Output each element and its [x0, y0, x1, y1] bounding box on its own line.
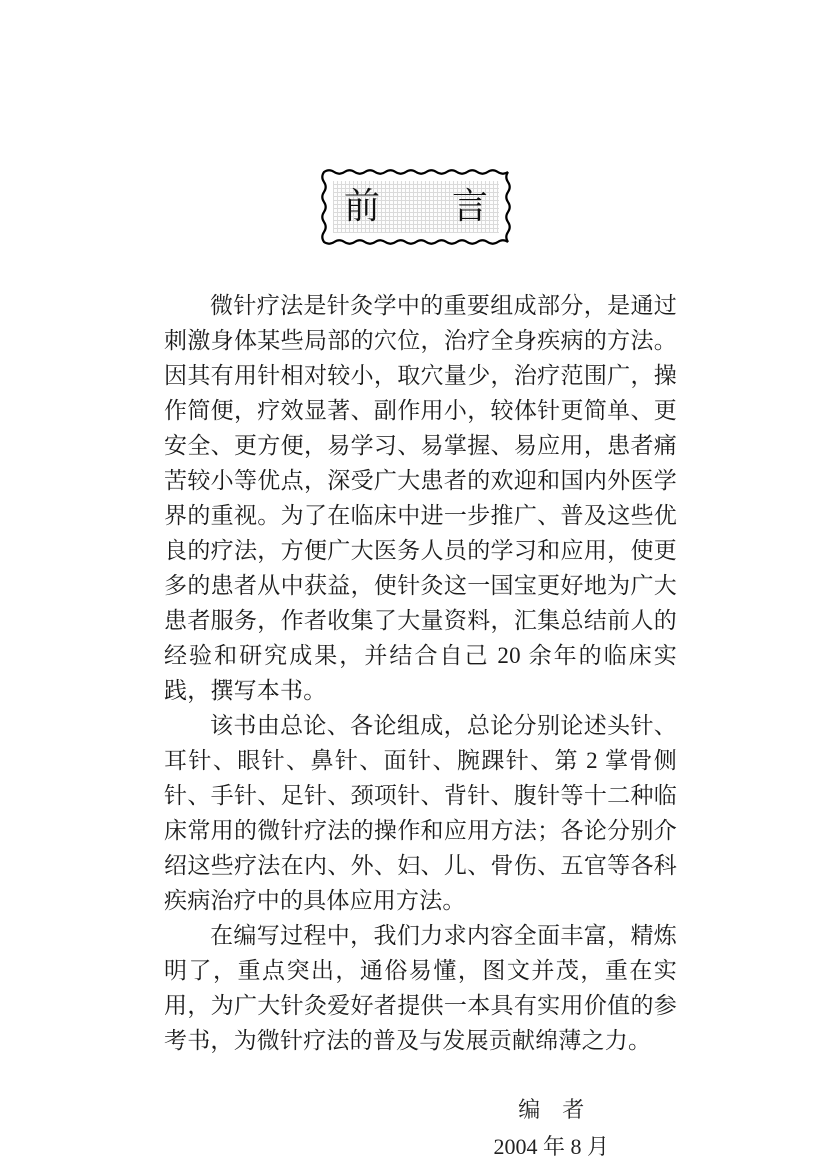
preface-title-box [320, 168, 512, 246]
signature-date: 2004 年 8 月 [493, 1134, 609, 1159]
signature-author: 编 者 [518, 1097, 585, 1122]
signature-block [493, 1091, 609, 1165]
paragraph-3: 在编写过程中，我们力求内容全面丰富，精炼明了，重点突出，通俗易懂，图文并茂，重在实用，为广大针灸爱好者提供一本具有实用价值的参考书，为微针疗法的普及与发展贡献绵薄之力。 [164, 923, 677, 1053]
page-title: 前 言 [343, 186, 488, 226]
paragraph-1: 微针疗法是针灸学中的重要组成部分，是通过刺激身体某些局部的穴位，治疗全身疾病的方法。因其有用针相对较小，取穴量少，治疗范围广，操作简便，疗效显著、副作用小，较体针更简单、更安全、更方便，易学习、易掌握、易应用，患者痛苦较小等优点，深受广大患者的欢迎和国内外医学界的重视。为了在临床中进一步推广、普及这些优良的疗法，方便广大医务人员的学习和应用，使更多的患者从中获益，使针灸这一国宝更好地为广大患者服务，作者收集了大量资料，汇集总结前人的经验和研究成果，并结合自己 20 余年的临床实践，撰写本书。 [164, 293, 677, 703]
preface-body [164, 288, 677, 1165]
title-pattern-panel [333, 181, 499, 233]
paragraph-2: 该书由总论、各论组成，总论分别论述头针、耳针、眼针、鼻针、面针、腕踝针、第 2 掌骨侧针、手针、足针、颈项针、背针、腹针等十二种临床常用的微针疗法的操作和应用方法；各论分别介绍这些疗法在内、外、妇、儿、骨伤、五官等各科疾病治疗中的具体应用方法。 [164, 713, 677, 913]
